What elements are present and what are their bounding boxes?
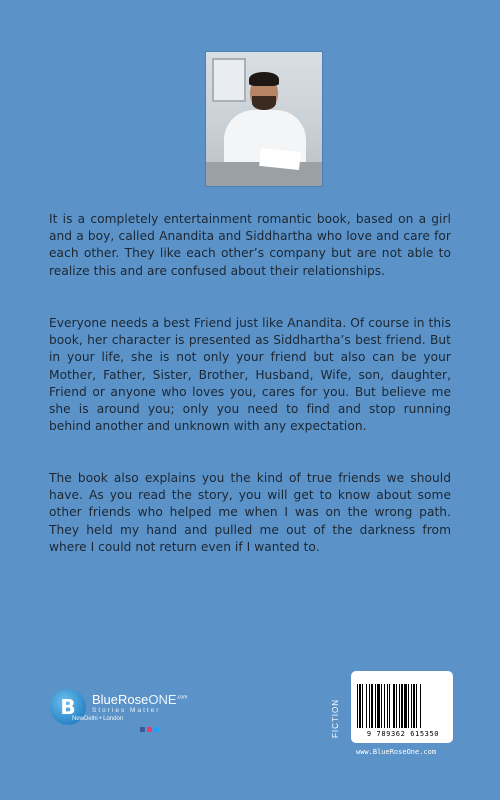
- barcode-bar: [401, 684, 403, 728]
- publisher-website: www.BlueRoseOne.com: [356, 748, 437, 756]
- barcode-bar: [393, 684, 395, 728]
- facebook-icon: [140, 727, 145, 732]
- barcode-bar: [362, 684, 363, 728]
- blurb-paragraph-3: The book also explains you the kind of true friends we should have. As you read the story, you will get to know about some other friends who helped me when I was on the wrong path. They held my hand and pulled me out of the darkness from where I could not return even if I wanted to.: [49, 471, 451, 554]
- barcode-bar: [420, 684, 421, 728]
- author-photo: [205, 51, 323, 187]
- publisher-name-accent: ONE: [148, 692, 177, 707]
- barcode-bar: [413, 684, 415, 728]
- barcode-bar: [389, 684, 390, 728]
- twitter-icon: [154, 727, 159, 732]
- publisher-name-suffix: .com: [176, 694, 188, 701]
- barcode-bar: [366, 684, 367, 728]
- publisher-logo: [50, 689, 200, 737]
- barcode-bar: [411, 684, 412, 728]
- photo-hair: [249, 72, 279, 86]
- barcode-bar: [375, 684, 376, 728]
- blurb-paragraph-1: It is a completely entertainment romantic book, based on a girl and a boy, called Anandita and Siddhartha who love and care for each other. They like each other’s company but are not able to realize this and are confused about their relationships.: [49, 212, 451, 278]
- photo-beard: [252, 96, 276, 110]
- instagram-icon: [147, 727, 152, 732]
- publisher-name-main: BlueRose: [92, 692, 149, 707]
- barcode-bar: [416, 684, 417, 728]
- blurb-paragraph-2: Everyone needs a best Friend just like Anandita. Of course in this book, her character is presented as Siddhartha’s best friend. But in your life, she is not only your friend but also can be your Mother, Father, Sister, Brother, Husband, Wife, son, daughter, Friend or anyone who loves you, cares for you. But believe me she is around you; only you need to find and stop running behind another and unknown with any expectation.: [49, 316, 451, 434]
- genre-label: FICTION: [331, 699, 340, 738]
- isbn-barcode: [356, 684, 448, 730]
- photo-window: [212, 58, 246, 102]
- barcode-bar: [359, 684, 361, 728]
- publisher-tagline: Stories Matter: [92, 707, 161, 714]
- barcode-bar: [377, 684, 380, 728]
- barcode-bar: [384, 684, 385, 728]
- publisher-cities: NewDelhi • London: [72, 716, 124, 722]
- barcode-bar: [381, 684, 382, 728]
- barcode-bar: [404, 684, 407, 728]
- barcode-bar: [399, 684, 400, 728]
- isbn-number: 9 789362 615350: [366, 730, 440, 738]
- publisher-name: [92, 692, 187, 707]
- barcode-bar: [357, 684, 358, 728]
- social-icons: [140, 727, 159, 732]
- barcode-bar: [369, 684, 370, 728]
- publisher-logo-icon: B: [50, 689, 86, 725]
- barcode-bar: [396, 684, 397, 728]
- barcode-bar: [387, 684, 388, 728]
- barcode-bar: [371, 684, 373, 728]
- barcode-bar: [408, 684, 409, 728]
